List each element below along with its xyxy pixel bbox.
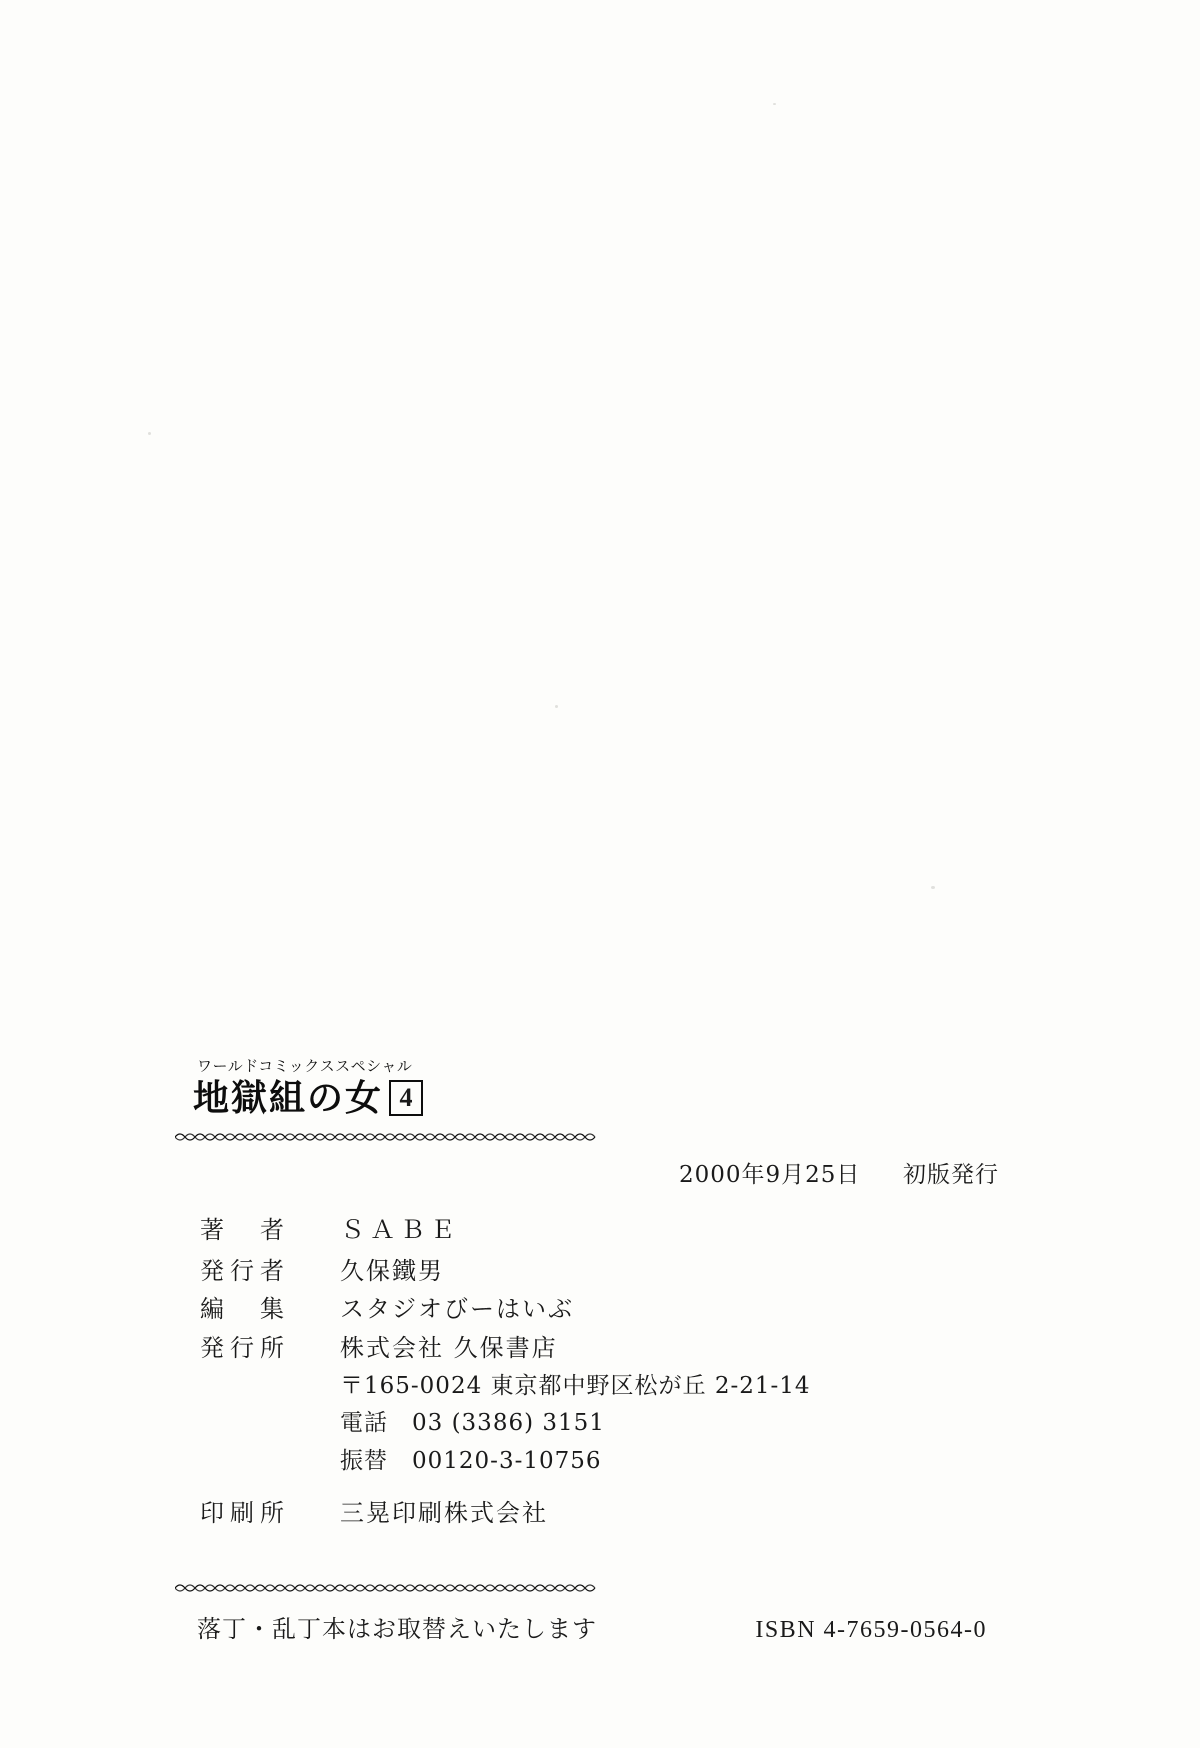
credit-row bbox=[175, 1211, 1005, 1252]
credit-row bbox=[175, 1290, 1005, 1329]
scan-speck bbox=[931, 886, 935, 889]
scan-speck bbox=[148, 432, 151, 435]
phone-line: 電話 03 (3386) 3151 bbox=[340, 1410, 605, 1437]
colophon-block bbox=[175, 1055, 1005, 1644]
credit-value-publisher: 株式会社 久保書店 bbox=[340, 1334, 558, 1363]
publication-date: 2000年9月25日 bbox=[678, 1162, 861, 1188]
book-title: 地獄組の女 bbox=[193, 1077, 384, 1120]
credit-value-printer: 三晃印刷株式会社 bbox=[340, 1498, 548, 1527]
series-label: ワールドコミックススペシャル bbox=[197, 1057, 413, 1075]
credits-list bbox=[175, 1211, 1005, 1533]
isbn: ISBN 4-7659-0564-0 bbox=[755, 1616, 987, 1643]
scan-speck bbox=[555, 705, 558, 708]
volume-number: 4 bbox=[389, 1080, 423, 1116]
credit-label-printer: 印刷所 bbox=[200, 1498, 290, 1527]
credit-row bbox=[175, 1252, 1005, 1291]
credit-label-publisher: 発行所 bbox=[200, 1334, 290, 1363]
address-line: 〒165-0024 東京都中野区松が丘 2-21-14 bbox=[340, 1373, 811, 1400]
credit-row bbox=[175, 1329, 1005, 1368]
furikae-line: 振替 00120-3-10756 bbox=[340, 1447, 602, 1474]
edition-label: 初版発行 bbox=[903, 1162, 999, 1188]
credit-label-editor: 編 集 bbox=[200, 1295, 290, 1324]
credit-label-author: 著 者 bbox=[200, 1216, 290, 1244]
defect-note: 落丁・乱丁本はお取替えいたします bbox=[197, 1616, 597, 1643]
ornamental-rule-bottom bbox=[175, 1579, 1005, 1593]
credit-label-publisher-person: 発行者 bbox=[200, 1256, 290, 1285]
footer-row bbox=[175, 1609, 1005, 1644]
scan-speck bbox=[773, 103, 776, 105]
credit-value-publisher-person: 久保鐵男 bbox=[340, 1256, 444, 1285]
credit-row bbox=[175, 1494, 1005, 1533]
ornamental-rule-top bbox=[175, 1128, 1005, 1142]
title-row bbox=[193, 1077, 1005, 1120]
credit-value-editor: スタジオびーはいぶ bbox=[340, 1295, 574, 1324]
credit-value-author: ＳＡＢＥ bbox=[340, 1217, 461, 1244]
publication-date-line bbox=[175, 1156, 999, 1189]
